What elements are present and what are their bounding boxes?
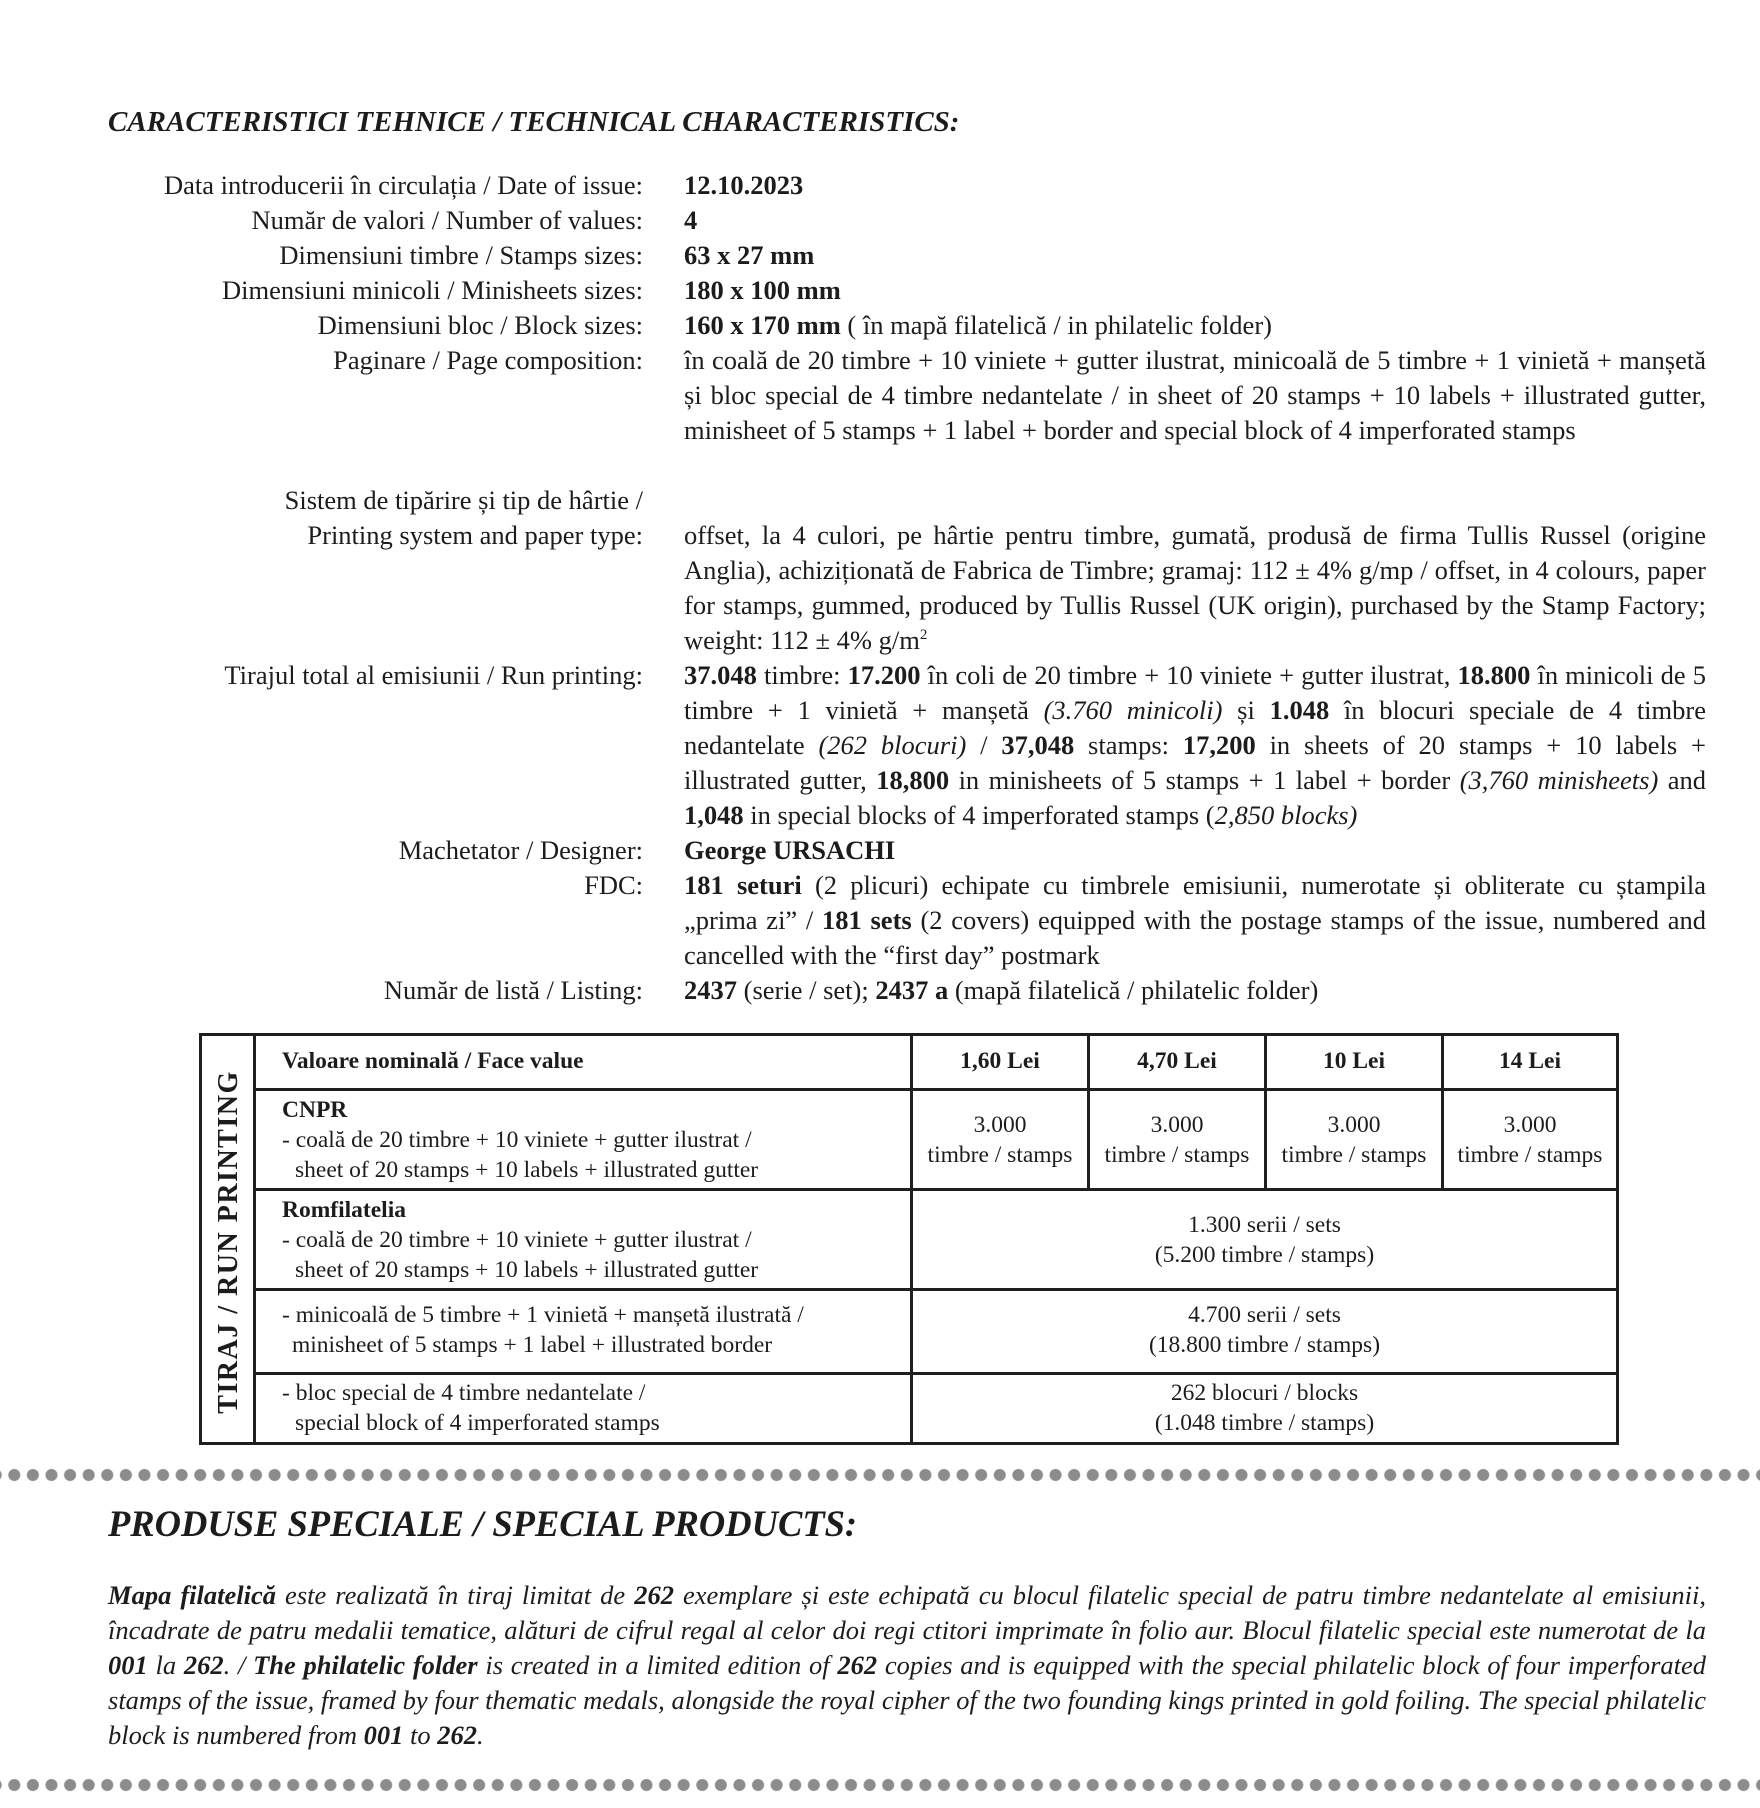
qty: 3.000 (1150, 1112, 1204, 1138)
run-text: în minicoli de 5 timbre + 1 vinietă + manșetă (684, 660, 1706, 725)
listing-text: (serie / set); (737, 975, 876, 1005)
romfilatelia-cell (282, 1195, 758, 1285)
table-divider (256, 1188, 1616, 1191)
run-total-ro: 37.048 (684, 660, 757, 690)
spec-value: în coală de 20 timbre + 10 viniete + gutter ilustrat, minicoală de 5 timbre + 1 vinietă + manșetă și bloc special de 4 timbre nedantelate / in sheet of 20 stamps + 10 labels + illustrated gutter, minisheet of 5 stamps + 1 label + border and special block of 4 imperforated stamps (684, 345, 1706, 445)
spec-label: Tirajul total al emisiunii / Run printing: (224, 660, 643, 690)
spec-value (684, 273, 1706, 308)
qty: 3.000 (973, 1112, 1027, 1138)
romfilatelia-qty (913, 1210, 1616, 1270)
spec-label: FDC: (584, 870, 643, 900)
block-qty (913, 1378, 1616, 1438)
spec-label: Dimensiuni minicoli / Minisheets sizes: (221, 275, 643, 305)
minisheet-line2: minisheet of 5 stamps + 1 label + illustrated border (292, 1332, 773, 1358)
run-minisheets-count-en: (3,760 minisheets) (1459, 765, 1659, 795)
edition-count: 262 (837, 1650, 878, 1680)
number-to: 262 (437, 1720, 478, 1750)
table-side-cell (202, 1036, 256, 1442)
romfilatelia-line2: sheet of 20 stamps + 10 labels + illustrated gutter (295, 1257, 759, 1283)
run-sheets-ro: 17.200 (847, 660, 921, 690)
printing-value: offset, la 4 culori, pe hârtie pentru timbre, gumată, produsă de firma Tullis Russel (origine Anglia), achiziționată de Fabrica de Timbre; gramaj: 112 ± 4% g/mp / offset, in 4 colours, paper for stamps, gummed, produced by Tullis Russel (UK origin), purchased by the Stamp Factory; weight: 112 ± 4% g/m (684, 520, 1706, 655)
printing-label-line2: Printing system and paper type: (307, 520, 643, 550)
face-value-1: 1,60 Lei (960, 1048, 1040, 1074)
qty: 4.700 serii / sets (1188, 1302, 1341, 1328)
spec-value (684, 658, 1706, 833)
values-count: 4 (684, 205, 698, 235)
romfilatelia-title: Romfilatelia (282, 1197, 406, 1223)
folder-name-ro: Mapa filatelică (108, 1580, 277, 1610)
dotted-separator (0, 1778, 1760, 1792)
spec-label: Număr de valori / Number of values: (251, 205, 643, 235)
spec-value (684, 868, 1706, 973)
listing-number-folder: 2437 a (875, 975, 949, 1005)
qty-detail: (5.200 timbre / stamps) (1154, 1242, 1375, 1268)
minisheet-cell (282, 1300, 804, 1360)
qty-detail: (1.048 timbre / stamps) (1154, 1410, 1375, 1436)
date-value: 12.10.2023 (684, 170, 804, 200)
run-minisheets-count-ro: (3.760 minicoli) (1043, 695, 1223, 725)
romfilatelia-line1: - coală de 20 timbre + 10 viniete + gutter ilustrat / (282, 1227, 752, 1253)
body-text: . (477, 1720, 484, 1750)
cnpr-line2: sheet of 20 stamps + 10 labels + illustrated gutter (295, 1157, 759, 1183)
table-divider (256, 1288, 1616, 1291)
spec-value (684, 168, 1706, 203)
cnpr-cell (282, 1095, 758, 1185)
qty: 3.000 (1327, 1112, 1381, 1138)
body-text: copies and is equipped with the special philatelic block of four imperforated stamps of the issue, framed by four thematic medals, alongside the royal cipher of the two founding kings printed in gold foiling. The special philatelic block is numbered from (108, 1650, 1707, 1750)
cnpr-qty-3 (1267, 1110, 1441, 1170)
fdc-count-ro: 181 seturi (684, 870, 802, 900)
run-blocks-en: 1,048 (684, 800, 744, 830)
folder-name-en: The philatelic folder (253, 1650, 478, 1680)
block-line2: special block of 4 imperforated stamps (295, 1410, 660, 1436)
special-products-heading: PRODUSE SPECIALE / SPECIAL PRODUCTS: (108, 1503, 858, 1544)
spec-label: Dimensiuni timbre / Stamps sizes: (279, 240, 643, 270)
spec-label: Număr de listă / Listing: (383, 975, 643, 1005)
run-printing-table (199, 1033, 1619, 1445)
listing-text: (mapă filatelică / philatelic folder) (948, 975, 1319, 1005)
run-text: in sheets of 20 stamps + 10 labels + illustrated gutter, (684, 730, 1707, 795)
stamp-sizes-value: 63 x 27 mm (684, 240, 815, 270)
body-text: la (147, 1650, 184, 1680)
block-cell (282, 1378, 660, 1438)
spec-value (684, 518, 1706, 658)
run-blocks-count-en: 2,850 blocks) (1214, 800, 1358, 830)
spec-label: Paginare / Page composition: (333, 345, 643, 375)
spec-value (684, 833, 1706, 868)
run-text: timbre: (756, 660, 848, 690)
edition-count: 262 (634, 1580, 674, 1610)
cnpr-qty-2 (1090, 1110, 1264, 1170)
block-sizes-note: ( în mapă filatelică / in philatelic folder) (840, 310, 1272, 340)
run-text: / (966, 730, 1002, 760)
run-minisheets-en: 18,800 (876, 765, 950, 795)
listing-number: 2437 (684, 975, 737, 1005)
fdc-text: (2 covers) equipped with the postage stamps of the issue, numbered and cancelled with the “first day” postmark (684, 905, 1707, 970)
face-value-2: 4,70 Lei (1137, 1048, 1217, 1074)
face-value-4: 14 Lei (1498, 1048, 1561, 1074)
body-text: exemplare și este echipată cu blocul filatelic special de patru timbre nedantelate al emisiunii, încadrate de patru medalii tematice, alături de cifrul regal al celor doi regi ctitori imprimate în folio aur. Blocul filatelic special este numerotat de la (108, 1580, 1706, 1645)
cnpr-qty-4 (1444, 1110, 1616, 1170)
run-text: și (1222, 695, 1270, 725)
run-total-en: 37,048 (1001, 730, 1075, 760)
body-text: to (403, 1720, 438, 1750)
body-text: este realizată în tiraj limitat de (276, 1580, 635, 1610)
dotted-separator (0, 1468, 1760, 1482)
qty: 3.000 (1503, 1112, 1557, 1138)
unit: timbre / stamps (1457, 1142, 1603, 1168)
run-text: în coli de 20 timbre + 10 viniete + gutter ilustrat, (920, 660, 1458, 690)
body-text: . / (223, 1650, 254, 1680)
run-text: stamps: (1074, 730, 1183, 760)
cnpr-qty-1 (913, 1110, 1087, 1170)
printing-label-line1: Sistem de tipărire și tip de hârtie / (284, 485, 643, 515)
cnpr-line1: - coală de 20 timbre + 10 viniete + gutter ilustrat / (282, 1127, 752, 1153)
fdc-count-en: 181 sets (822, 905, 912, 935)
minisheet-line1: - minicoală de 5 timbre + 1 vinietă + manșetă ilustrată / (282, 1302, 804, 1328)
run-blocks-count-ro: (262 blocuri) (818, 730, 967, 760)
qty: 262 blocuri / blocks (1170, 1380, 1359, 1406)
face-value-header: Valoare nominală / Face value (282, 1048, 584, 1074)
designer-name: George URSACHI (684, 835, 896, 865)
face-value-3: 10 Lei (1322, 1048, 1385, 1074)
unit: timbre / stamps (1281, 1142, 1427, 1168)
block-line1: - bloc special de 4 timbre nedantelate / (282, 1380, 646, 1406)
spec-label (285, 483, 643, 553)
number-from: 001 (363, 1720, 404, 1750)
run-text: în blocuri speciale de 4 timbre nedantelate (684, 695, 1706, 760)
unit: timbre / stamps (1104, 1142, 1250, 1168)
minisheet-sizes-value: 180 x 100 mm (684, 275, 841, 305)
run-blocks-ro: 1.048 (1269, 695, 1330, 725)
table-divider (256, 1372, 1616, 1375)
qty-detail: (18.800 timbre / stamps) (1148, 1332, 1381, 1358)
technical-heading: CARACTERISTICI TEHNICE / TECHNICAL CHARACTERISTICS: (108, 106, 960, 138)
table-divider (256, 1088, 1616, 1091)
spec-value (684, 203, 1706, 238)
spec-label: Dimensiuni bloc / Block sizes: (317, 310, 643, 340)
spec-value (684, 973, 1706, 1008)
block-sizes-value: 160 x 170 mm (684, 310, 841, 340)
run-text: in minisheets of 5 stamps + 1 label + border (949, 765, 1460, 795)
spec-value (684, 308, 1706, 343)
cnpr-title: CNPR (282, 1097, 348, 1123)
number-from: 001 (108, 1650, 148, 1680)
minisheet-qty (913, 1300, 1616, 1360)
run-minisheets-ro: 18.800 (1457, 660, 1531, 690)
spec-value (684, 238, 1706, 273)
number-to: 262 (183, 1650, 224, 1680)
table-side-label: TIRAJ / RUN PRINTING (213, 1070, 244, 1414)
spec-label: Machetator / Designer: (398, 835, 643, 865)
run-text: and (1658, 765, 1707, 795)
special-products-text (108, 1578, 1706, 1753)
unit: timbre / stamps (927, 1142, 1073, 1168)
superscript: 2 (919, 627, 928, 644)
fdc-text: (2 plicuri) echipate cu timbrele emisiunii, numerotate și obliterate cu ștampila „prima zi” / (684, 870, 1706, 935)
run-text: in special blocks of 4 imperforated stamps ( (743, 800, 1215, 830)
body-text: is created in a limited edition of (477, 1650, 838, 1680)
qty: 1.300 serii / sets (1188, 1212, 1341, 1238)
run-sheets-en: 17,200 (1182, 730, 1256, 760)
spec-label: Data introducerii în circulația / Date of issue: (163, 170, 643, 200)
